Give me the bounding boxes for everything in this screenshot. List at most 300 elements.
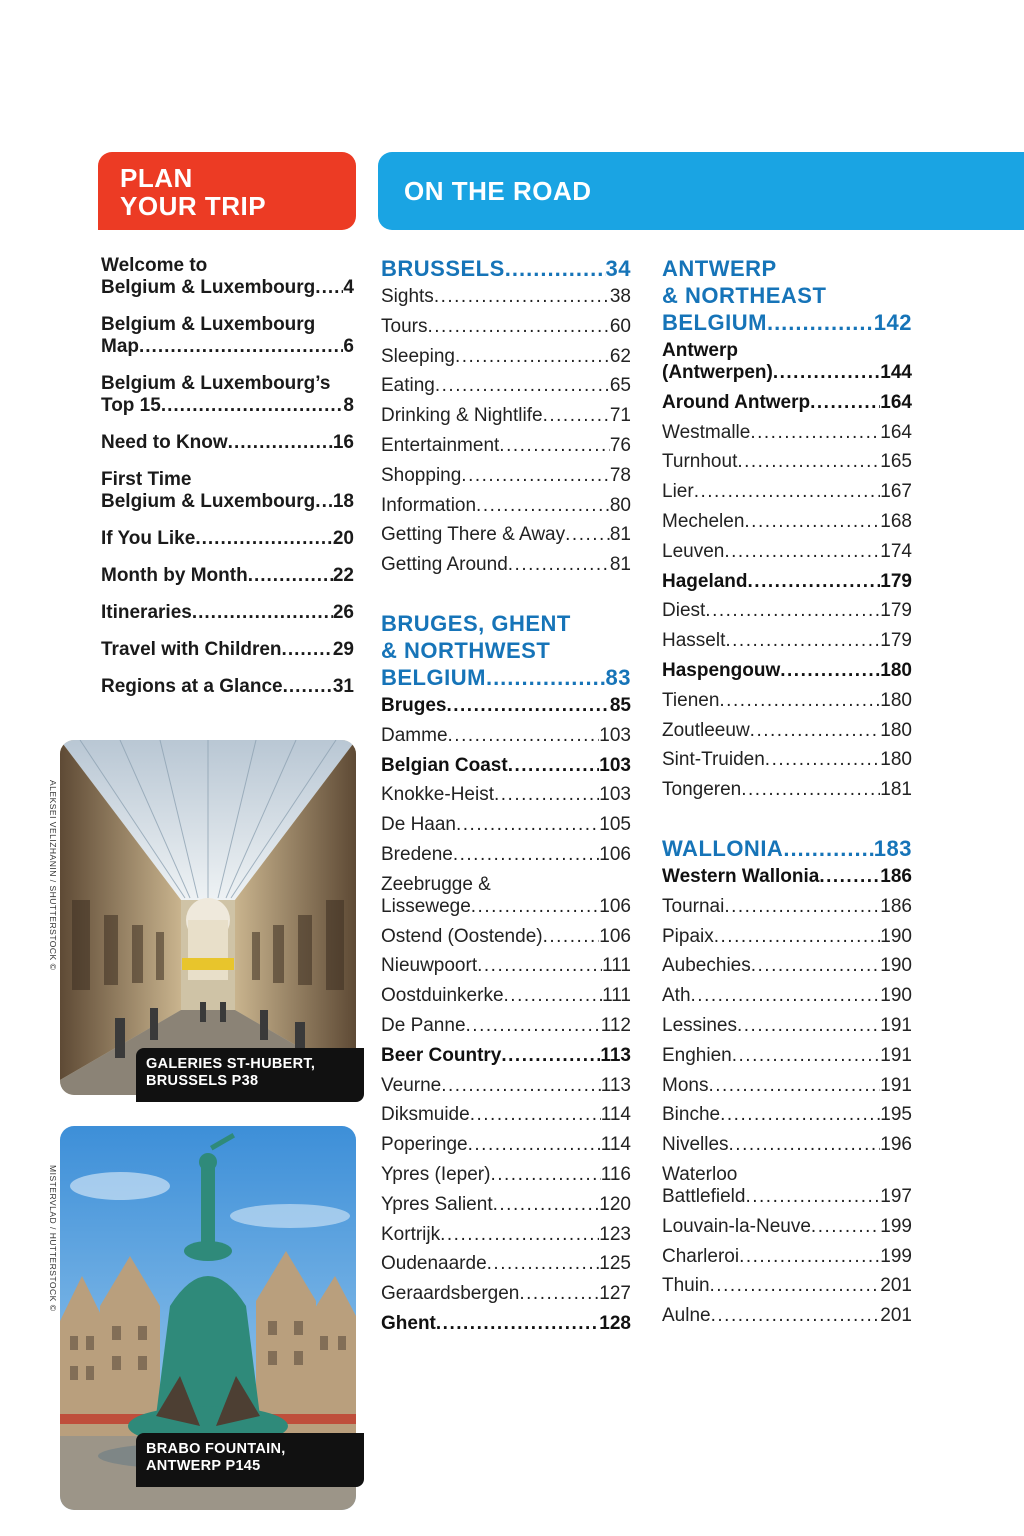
photo1-credit: ALEKSEI VELIZHANIN / SHUTTERSTOCK © bbox=[48, 780, 58, 971]
toc-entry-page: 105 bbox=[599, 814, 631, 836]
toc-entry-page: 125 bbox=[599, 1253, 631, 1275]
plan-trip-list bbox=[101, 255, 354, 713]
plan-item-page: 18 bbox=[332, 491, 354, 512]
toc-entry[interactable] bbox=[662, 1015, 912, 1037]
toc-entry-page: 167 bbox=[880, 481, 912, 503]
toc-entry-line1: Zeebrugge & bbox=[381, 873, 491, 895]
toc-entry-page: 128 bbox=[599, 1312, 631, 1334]
plan-item[interactable] bbox=[101, 602, 354, 624]
toc-entry-row bbox=[662, 451, 912, 473]
toc-entry-label: Westmalle bbox=[662, 421, 751, 443]
toc-entry[interactable] bbox=[662, 1305, 912, 1327]
plan-item-leader bbox=[315, 491, 333, 513]
toc-entry-leader bbox=[441, 1075, 600, 1097]
toc-entry[interactable] bbox=[662, 1045, 912, 1067]
wallonia-heading[interactable] bbox=[662, 835, 912, 862]
plan-item[interactable] bbox=[101, 676, 354, 698]
toc-entry-leader bbox=[440, 1224, 599, 1246]
plan-item[interactable] bbox=[101, 255, 354, 299]
plan-item-label: Need to Know bbox=[101, 432, 228, 453]
toc-entry[interactable] bbox=[662, 660, 912, 682]
toc-entry-leader bbox=[477, 955, 602, 977]
toc-entry[interactable] bbox=[381, 926, 631, 948]
plan-item-row bbox=[101, 336, 354, 358]
toc-entry-leader bbox=[453, 844, 599, 866]
toc-entry[interactable] bbox=[381, 755, 631, 777]
plan-item-row bbox=[101, 565, 354, 587]
brussels-heading-leader bbox=[505, 255, 606, 282]
toc-entry-leader bbox=[732, 1045, 881, 1067]
toc-entry-row bbox=[662, 1015, 912, 1037]
toc-entry-row bbox=[662, 896, 912, 918]
toc-entry-leader bbox=[719, 690, 880, 712]
toc-entry-page: 191 bbox=[880, 1044, 912, 1066]
toc-entry-row bbox=[381, 985, 631, 1007]
plan-item-row bbox=[101, 432, 354, 454]
toc-entry-page: 179 bbox=[880, 630, 912, 652]
toc-entry-label: Lessines bbox=[662, 1014, 737, 1036]
toc-entry-leader bbox=[710, 1275, 881, 1297]
bruges-ghent-heading-line1: BRUGES, GHENT bbox=[381, 610, 571, 636]
toc-entry-label: Beer Country bbox=[381, 1044, 502, 1066]
galeries-caption-line1: GALERIES ST-HUBERT, bbox=[146, 1056, 316, 1072]
toc-entry-row bbox=[381, 784, 631, 806]
toc-entry-label: Charleroi bbox=[662, 1245, 740, 1267]
toc-entry-leader bbox=[705, 600, 880, 622]
plan-item-line1: Belgium & Luxembourg’s bbox=[101, 373, 331, 394]
toc-entry-row bbox=[381, 1134, 631, 1156]
toc-entry-page: 199 bbox=[880, 1215, 912, 1237]
toc-entry-leader bbox=[765, 749, 881, 771]
toc-entry-leader bbox=[811, 1216, 880, 1238]
bruges-ghent-heading[interactable] bbox=[381, 610, 631, 691]
toc-entry-row bbox=[662, 1216, 912, 1238]
toc-entry[interactable] bbox=[381, 695, 631, 717]
toc-entry[interactable] bbox=[381, 1253, 631, 1275]
brabo-caption-line2: ANTWERP P145 bbox=[146, 1458, 261, 1474]
toc-entry-row bbox=[662, 1104, 912, 1126]
toc-entry[interactable] bbox=[662, 541, 912, 563]
galeries-caption-line2: BRUSSELS P38 bbox=[146, 1073, 259, 1089]
toc-entry[interactable] bbox=[662, 779, 912, 801]
toc-entry[interactable] bbox=[662, 866, 912, 888]
toc-entry[interactable] bbox=[381, 1075, 631, 1097]
toc-entry-row bbox=[662, 630, 912, 652]
toc-entry-page: 191 bbox=[880, 1074, 912, 1096]
toc-entry-page: 196 bbox=[880, 1134, 912, 1156]
toc-entry-leader bbox=[427, 316, 609, 338]
toc-entry[interactable] bbox=[662, 690, 912, 712]
section-bruges-ghent bbox=[381, 610, 631, 1335]
toc-entry[interactable] bbox=[381, 784, 631, 806]
toc-entry[interactable] bbox=[381, 375, 631, 397]
toc-entry-page: 112 bbox=[600, 1014, 631, 1036]
toc-entry-page: 190 bbox=[880, 925, 912, 947]
toc-entry[interactable] bbox=[381, 405, 631, 427]
toc-entry-page: 186 bbox=[880, 865, 912, 887]
toc-entry-row bbox=[381, 524, 631, 546]
toc-entry[interactable] bbox=[381, 435, 631, 457]
toc-entry-label: Diest bbox=[662, 600, 706, 622]
toc-entry[interactable] bbox=[662, 1104, 912, 1126]
plan-banner-line1: PLAN bbox=[120, 163, 193, 193]
toc-entry[interactable] bbox=[662, 630, 912, 652]
toc-entry-page: 103 bbox=[599, 754, 631, 776]
toc-entry[interactable] bbox=[662, 600, 912, 622]
toc-entry[interactable] bbox=[381, 465, 631, 487]
plan-item[interactable] bbox=[101, 565, 354, 587]
plan-item[interactable] bbox=[101, 314, 354, 358]
plan-item-page: 26 bbox=[332, 602, 354, 623]
toc-entry-label: Nivelles bbox=[662, 1134, 729, 1156]
toc-entry-page: 114 bbox=[600, 1134, 631, 1156]
toc-entry[interactable] bbox=[662, 926, 912, 948]
toc-entry-label: Tours bbox=[381, 315, 428, 337]
toc-entry-label: Leuven bbox=[662, 540, 725, 562]
toc-entry-row bbox=[381, 695, 631, 717]
toc-entry-leader bbox=[750, 422, 880, 444]
toc-entry-row bbox=[381, 926, 631, 948]
toc-entry-leader bbox=[720, 1104, 880, 1126]
toc-entry[interactable] bbox=[662, 1246, 912, 1268]
toc-entry-label: Knokke-Heist bbox=[381, 784, 494, 806]
plan-item-label: Itineraries bbox=[101, 602, 192, 623]
toc-entry[interactable] bbox=[381, 1313, 631, 1335]
toc-entry[interactable] bbox=[662, 451, 912, 473]
toc-entry[interactable] bbox=[662, 571, 912, 593]
plan-item-leader bbox=[248, 565, 333, 587]
toc-entry-page: 197 bbox=[880, 1185, 912, 1207]
toc-entry-page: 62 bbox=[609, 345, 631, 367]
toc-entry-row bbox=[662, 1186, 912, 1208]
toc-entry[interactable] bbox=[662, 720, 912, 742]
toc-entry-page: 111 bbox=[602, 985, 631, 1007]
toc-entry-label: Western Wallonia bbox=[662, 865, 820, 887]
toc-entry-row bbox=[662, 1305, 912, 1327]
toc-entry[interactable] bbox=[381, 1283, 631, 1305]
toc-entry-label: Zoutleeuw bbox=[662, 719, 750, 741]
toc-entry-leader bbox=[714, 926, 881, 948]
toc-entry-row bbox=[381, 844, 631, 866]
toc-entry-label: Enghien bbox=[662, 1044, 732, 1066]
toc-entry-row bbox=[662, 571, 912, 593]
section-antwerp bbox=[662, 255, 912, 801]
toc-entry-leader bbox=[461, 465, 610, 487]
plan-item-page: 8 bbox=[343, 395, 354, 416]
toc-entry-page: 113 bbox=[600, 1074, 631, 1096]
toc-entry-leader bbox=[494, 784, 599, 806]
toc-entry-leader bbox=[745, 1186, 880, 1208]
wallonia-heading-row bbox=[662, 835, 912, 862]
toc-entry[interactable] bbox=[381, 844, 631, 866]
toc-entry-leader bbox=[741, 779, 880, 801]
toc-entry-leader bbox=[780, 660, 880, 682]
toc-entry-label: Aubechies bbox=[662, 955, 751, 977]
toc-entry-page: 201 bbox=[880, 1305, 912, 1327]
toc-entry-label: Bruges bbox=[381, 694, 447, 716]
toc-entry-page: 65 bbox=[609, 375, 631, 397]
toc-entry[interactable] bbox=[662, 481, 912, 503]
plan-item-label: Map bbox=[101, 336, 139, 357]
toc-entry-row bbox=[662, 660, 912, 682]
section-wallonia bbox=[662, 835, 912, 1327]
toc-entry[interactable] bbox=[381, 1104, 631, 1126]
toc-entry-row bbox=[381, 1104, 631, 1126]
toc-entry[interactable] bbox=[662, 422, 912, 444]
toc-entry-page: 179 bbox=[880, 570, 912, 592]
toc-entry-row bbox=[662, 720, 912, 742]
toc-entry[interactable] bbox=[381, 554, 631, 576]
toc-entry[interactable] bbox=[662, 985, 912, 1007]
toc-entry-page: 103 bbox=[599, 784, 631, 806]
toc-entry[interactable] bbox=[381, 495, 631, 517]
toc-entry-label: Getting There & Away bbox=[381, 524, 566, 546]
plan-item-line1: Welcome to bbox=[101, 255, 208, 276]
toc-entry-label: Tongeren bbox=[662, 779, 742, 801]
toc-entry-row bbox=[381, 316, 631, 338]
antwerp-heading[interactable] bbox=[662, 255, 912, 336]
toc-entry-label: Sights bbox=[381, 286, 434, 307]
toc-entry-row bbox=[381, 1045, 631, 1067]
toc-entry[interactable] bbox=[381, 874, 631, 918]
toc-entry-row bbox=[662, 1045, 912, 1067]
plan-item-leader bbox=[139, 336, 343, 358]
toc-entry-label: Ghent bbox=[381, 1312, 436, 1334]
toc-entry[interactable] bbox=[381, 286, 631, 308]
toc-entry-page: 164 bbox=[880, 391, 912, 413]
plan-item-row bbox=[101, 277, 354, 299]
toc-entry-leader bbox=[490, 1164, 600, 1186]
toc-entry-leader bbox=[434, 286, 610, 308]
plan-item[interactable] bbox=[101, 432, 354, 454]
plan-item-page: 29 bbox=[332, 639, 354, 660]
toc-entry-page: 103 bbox=[599, 724, 631, 746]
brabo-caption bbox=[136, 1433, 364, 1487]
toc-entry-leader bbox=[773, 362, 880, 384]
toc-entry[interactable] bbox=[662, 340, 912, 384]
toc-entry-page: 164 bbox=[880, 421, 912, 443]
toc-entry-row bbox=[381, 435, 631, 457]
plan-item-page: 4 bbox=[343, 277, 354, 298]
toc-entry-page: 180 bbox=[880, 719, 912, 741]
toc-entry-leader bbox=[748, 571, 881, 593]
toc-entry-row bbox=[662, 392, 912, 414]
plan-item-row bbox=[101, 602, 354, 624]
toc-entry[interactable] bbox=[381, 955, 631, 977]
toc-entry[interactable] bbox=[662, 1275, 912, 1297]
toc-entry[interactable] bbox=[662, 1216, 912, 1238]
toc-entry-leader bbox=[691, 985, 881, 1007]
toc-entry-label: Around Antwerp bbox=[662, 391, 811, 413]
toc-entry-row bbox=[381, 346, 631, 368]
plan-item-leader bbox=[161, 395, 344, 417]
toc-entry-row bbox=[381, 1015, 631, 1037]
plan-item-leader bbox=[282, 639, 333, 661]
toc-entry-page: 201 bbox=[880, 1275, 912, 1297]
toc-entry-row bbox=[381, 725, 631, 747]
toc-entry-line1: Waterloo bbox=[662, 1163, 738, 1185]
toc-entry-row bbox=[381, 1313, 631, 1335]
toc-entry[interactable] bbox=[381, 814, 631, 836]
toc-entry-page: 114 bbox=[600, 1104, 631, 1126]
toc-entry-page: 81 bbox=[609, 524, 631, 546]
toc-entry-page: 190 bbox=[880, 985, 912, 1007]
toc-entry-page: 191 bbox=[880, 1014, 912, 1036]
plan-item[interactable] bbox=[101, 469, 354, 513]
toc-entry-page: 81 bbox=[609, 554, 631, 576]
toc-entry-label: Turnhout bbox=[662, 451, 738, 473]
toc-entry-page: 165 bbox=[880, 451, 912, 473]
toc-entry-leader bbox=[694, 481, 881, 503]
toc-entry-row bbox=[662, 985, 912, 1007]
toc-entry[interactable] bbox=[381, 524, 631, 546]
toc-entry-page: 76 bbox=[609, 434, 631, 456]
wallonia-heading-page: 183 bbox=[873, 835, 912, 861]
toc-entry[interactable] bbox=[381, 346, 631, 368]
toc-entry-row bbox=[662, 1246, 912, 1268]
toc-entry-row bbox=[662, 749, 912, 771]
on-the-road-banner bbox=[378, 152, 1024, 230]
toc-entry-page: 181 bbox=[880, 779, 912, 801]
toc-entry[interactable] bbox=[381, 316, 631, 338]
bruges-ghent-heading-row bbox=[381, 664, 631, 691]
toc-entry-label: Lissewege bbox=[381, 895, 471, 917]
toc-entry-page: 180 bbox=[880, 689, 912, 711]
toc-entry[interactable] bbox=[381, 1045, 631, 1067]
plan-item[interactable] bbox=[101, 373, 354, 417]
toc-entry[interactable] bbox=[381, 725, 631, 747]
toc-entry-label: Kortrijk bbox=[381, 1223, 441, 1245]
toc-entry-leader bbox=[819, 866, 880, 888]
plan-item-leader bbox=[192, 602, 333, 624]
antwerp-heading-label: BELGIUM bbox=[662, 310, 767, 335]
toc-entry-row bbox=[381, 1253, 631, 1275]
toc-entry[interactable] bbox=[662, 896, 912, 918]
antwerp-heading-line2: & NORTHEAST bbox=[662, 283, 827, 308]
toc-entry-row bbox=[662, 511, 912, 533]
toc-entry-leader bbox=[751, 955, 881, 977]
toc-entry[interactable] bbox=[381, 1194, 631, 1216]
toc-entry-row bbox=[662, 1075, 912, 1097]
toc-entry-page: 123 bbox=[599, 1223, 631, 1245]
toc-entry-label: Pipaix bbox=[662, 925, 714, 947]
toc-entry[interactable] bbox=[381, 1224, 631, 1246]
plan-item-row bbox=[101, 395, 354, 417]
toc-entry-row bbox=[381, 1164, 631, 1186]
toc-entry-label: Oudenaarde bbox=[381, 1253, 487, 1275]
antwerp-heading-page: 142 bbox=[873, 310, 912, 335]
plan-item-row bbox=[101, 639, 354, 661]
toc-entry-label: De Haan bbox=[381, 814, 456, 836]
toc-entry-page: 60 bbox=[609, 315, 631, 337]
toc-entry-leader bbox=[456, 814, 599, 836]
toc-entry-row bbox=[662, 779, 912, 801]
toc-entry[interactable] bbox=[662, 1075, 912, 1097]
toc-entry-page: 199 bbox=[880, 1245, 912, 1267]
toc-entry-page: 186 bbox=[880, 895, 912, 917]
toc-entry-row bbox=[662, 422, 912, 444]
section-brussels bbox=[381, 255, 631, 576]
toc-entry-leader bbox=[543, 926, 600, 948]
toc-entry-page: 111 bbox=[602, 955, 631, 977]
plan-item[interactable] bbox=[101, 528, 354, 550]
toc-entry-label: Nieuwpoort bbox=[381, 955, 478, 977]
toc-entry-leader bbox=[508, 554, 610, 576]
toc-entry-label: Tournai bbox=[662, 895, 725, 917]
plan-item[interactable] bbox=[101, 639, 354, 661]
brabo-caption-line1: BRABO FOUNTAIN, bbox=[146, 1441, 286, 1457]
toc-entry-row bbox=[662, 926, 912, 948]
toc-entry-page: 120 bbox=[599, 1193, 631, 1215]
toc-entry[interactable] bbox=[662, 749, 912, 771]
toc-entry[interactable] bbox=[662, 1134, 912, 1156]
brussels-heading[interactable] bbox=[381, 255, 631, 282]
toc-entry-page: 106 bbox=[599, 925, 631, 947]
plan-item-label: Regions at a Glance bbox=[101, 676, 283, 697]
plan-item-leader bbox=[283, 676, 333, 698]
bruges-ghent-heading-line2: & NORTHWEST bbox=[381, 637, 551, 663]
toc-entry-label: Diksmuide bbox=[381, 1104, 470, 1126]
toc-entry-row bbox=[381, 1075, 631, 1097]
toc-entry-leader bbox=[724, 541, 880, 563]
toc-entry-leader bbox=[435, 375, 610, 397]
toc-entry[interactable] bbox=[662, 392, 912, 414]
toc-entry-leader bbox=[455, 346, 610, 368]
toc-entry-leader bbox=[729, 1134, 881, 1156]
toc-entry-label: Shopping bbox=[381, 464, 462, 486]
toc-entry[interactable] bbox=[381, 1015, 631, 1037]
toc-entry-page: 38 bbox=[609, 286, 631, 307]
toc-entry-page: 85 bbox=[609, 694, 631, 716]
plan-item-leader bbox=[195, 528, 333, 550]
plan-item-line1: First Time bbox=[101, 469, 192, 490]
toc-entry-leader bbox=[499, 435, 610, 457]
toc-entry-leader bbox=[737, 1015, 880, 1037]
toc-entry-label: Sleeping bbox=[381, 345, 455, 367]
photo2-credit: MISTERVLAD / HUTTERSTOCK © bbox=[48, 1165, 58, 1312]
toc-entry-row bbox=[662, 955, 912, 977]
toc-entry-row bbox=[381, 896, 631, 918]
toc-entry-leader bbox=[448, 725, 600, 747]
toc-entry-page: 195 bbox=[880, 1104, 912, 1126]
toc-entry[interactable] bbox=[662, 1164, 912, 1208]
toc-entry-row bbox=[662, 690, 912, 712]
plan-your-trip-banner bbox=[98, 152, 356, 230]
brussels-heading-row bbox=[381, 255, 631, 282]
toc-entry-label: Ypres Salient bbox=[381, 1193, 493, 1215]
toc-entry[interactable] bbox=[662, 511, 912, 533]
antwerp-heading-row bbox=[662, 309, 912, 336]
toc-entry-leader bbox=[508, 755, 600, 777]
toc-entry-page: 106 bbox=[599, 895, 631, 917]
toc-entry-line1: Antwerp bbox=[662, 340, 738, 361]
wallonia-heading-label: WALLONIA bbox=[662, 835, 784, 861]
toc-entry-leader bbox=[810, 392, 880, 414]
toc-entry-label: Mechelen bbox=[662, 510, 745, 532]
toc-entry-row bbox=[381, 1283, 631, 1305]
toc-entry[interactable] bbox=[381, 1134, 631, 1156]
toc-entry[interactable] bbox=[381, 1164, 631, 1186]
toc-entry[interactable] bbox=[381, 985, 631, 1007]
toc-entry-leader bbox=[708, 1075, 880, 1097]
plan-item-leader bbox=[228, 432, 333, 454]
toc-entry-row bbox=[381, 375, 631, 397]
toc-entry-row bbox=[662, 481, 912, 503]
toc-entry-row bbox=[381, 955, 631, 977]
toc-entry-label: Drinking & Nightlife bbox=[381, 405, 543, 427]
toc-entry-leader bbox=[711, 1305, 881, 1327]
toc-entry[interactable] bbox=[662, 955, 912, 977]
